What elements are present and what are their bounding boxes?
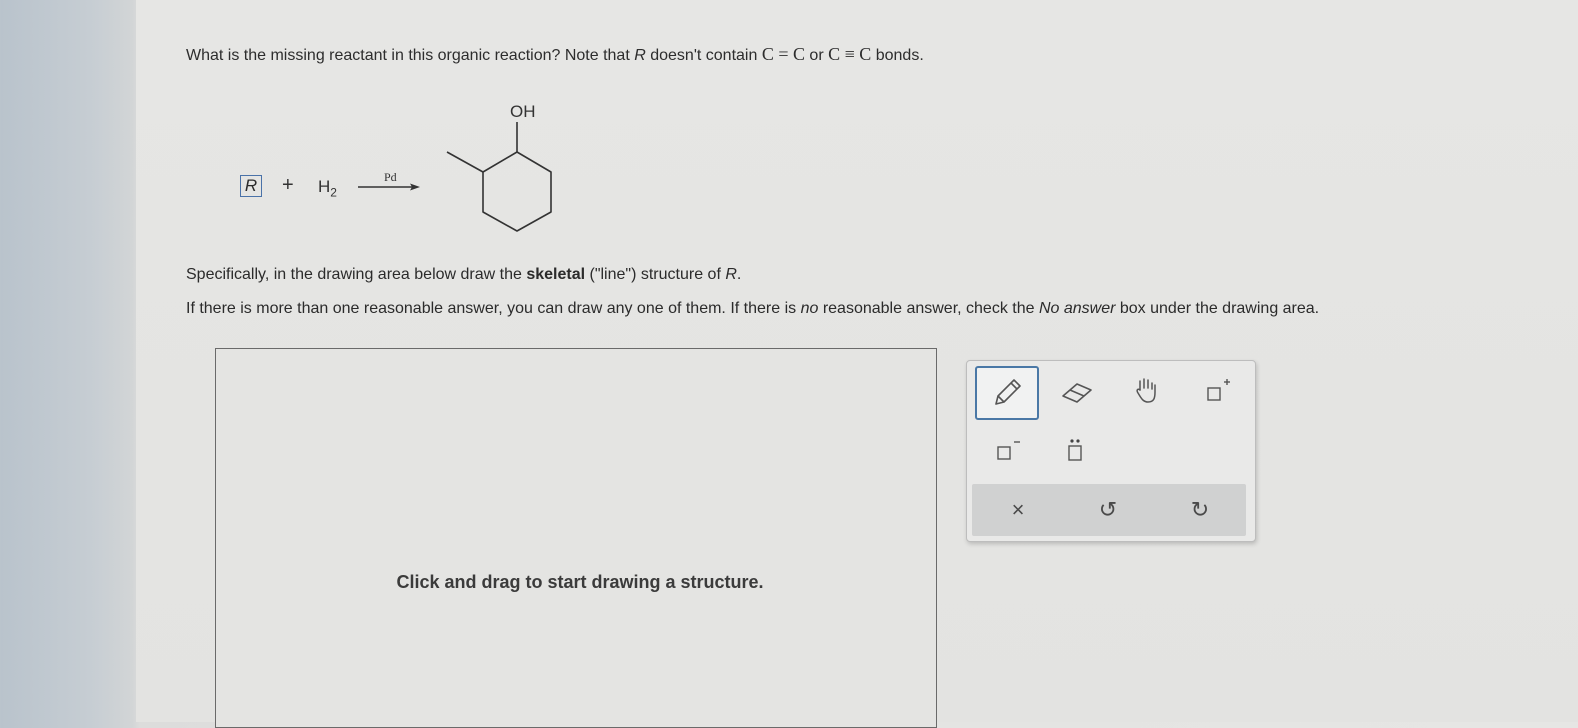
question-var-r: R <box>634 47 646 64</box>
plus-sign: + <box>282 174 294 196</box>
instr1-a: Specifically, in the drawing area below draw the <box>186 266 527 283</box>
clear-button[interactable] <box>988 484 1048 536</box>
hand-icon <box>1130 374 1164 408</box>
pencil-icon <box>989 375 1025 411</box>
instr2-noanswer: No answer <box>1038 300 1116 317</box>
negative-charge-button[interactable] <box>982 428 1032 472</box>
question-text-c: bonds. <box>871 47 924 64</box>
undo-icon: ↺ <box>1098 497 1118 522</box>
eraser-tool-button[interactable] <box>1052 366 1102 416</box>
double-bond-label: C = C <box>761 44 805 64</box>
instruction-line-2 <box>186 300 1319 318</box>
question-text-or: or <box>804 47 829 64</box>
lone-pair-icon <box>1058 433 1092 467</box>
catalyst-label: Pd <box>384 170 397 184</box>
positive-charge-button[interactable] <box>1192 366 1242 416</box>
instr2-a: If there is more than one reasonable answer, you can draw any one of them. If there is <box>186 300 801 317</box>
instr2-b: reasonable answer, check the <box>818 300 1039 317</box>
drawing-area[interactable] <box>215 348 937 728</box>
reagent-symbol: H <box>318 177 331 196</box>
unknown-reactant-box: R <box>240 175 262 197</box>
instr2-c: box under the drawing area. <box>1115 300 1320 317</box>
instr1-end: . <box>736 266 742 283</box>
question-text-b: doesn't contain <box>645 47 762 64</box>
positive-charge-icon <box>1200 374 1234 408</box>
lone-pair-button[interactable] <box>1050 428 1100 472</box>
reagent-h2 <box>318 177 337 199</box>
pencil-tool-button[interactable] <box>975 366 1039 420</box>
drawing-area-hint: Click and drag to start drawing a structure. <box>396 572 764 592</box>
hydroxyl-label: OH <box>510 102 536 121</box>
close-icon: × <box>1011 497 1025 522</box>
instr1-var: R <box>725 266 737 283</box>
instruction-line-1 <box>186 266 741 284</box>
hand-tool-button[interactable] <box>1122 366 1172 416</box>
reagent-subscript: 2 <box>330 185 337 200</box>
question-text <box>186 44 924 65</box>
redo-button[interactable] <box>1170 484 1230 536</box>
eraser-icon <box>1057 376 1097 406</box>
instr1-bold: skeletal <box>526 266 586 283</box>
negative-charge-icon <box>990 433 1024 467</box>
question-text-a: What is the missing reactant in this organic reaction? Note that <box>186 47 635 64</box>
instr1-b: ("line") structure of <box>585 266 726 283</box>
undo-button[interactable] <box>1078 484 1138 536</box>
instr2-no: no <box>800 300 819 317</box>
triple-bond-label: C ≡ C <box>828 44 872 64</box>
reaction-arrow-icon <box>358 180 422 194</box>
redo-icon: ↻ <box>1190 497 1210 522</box>
